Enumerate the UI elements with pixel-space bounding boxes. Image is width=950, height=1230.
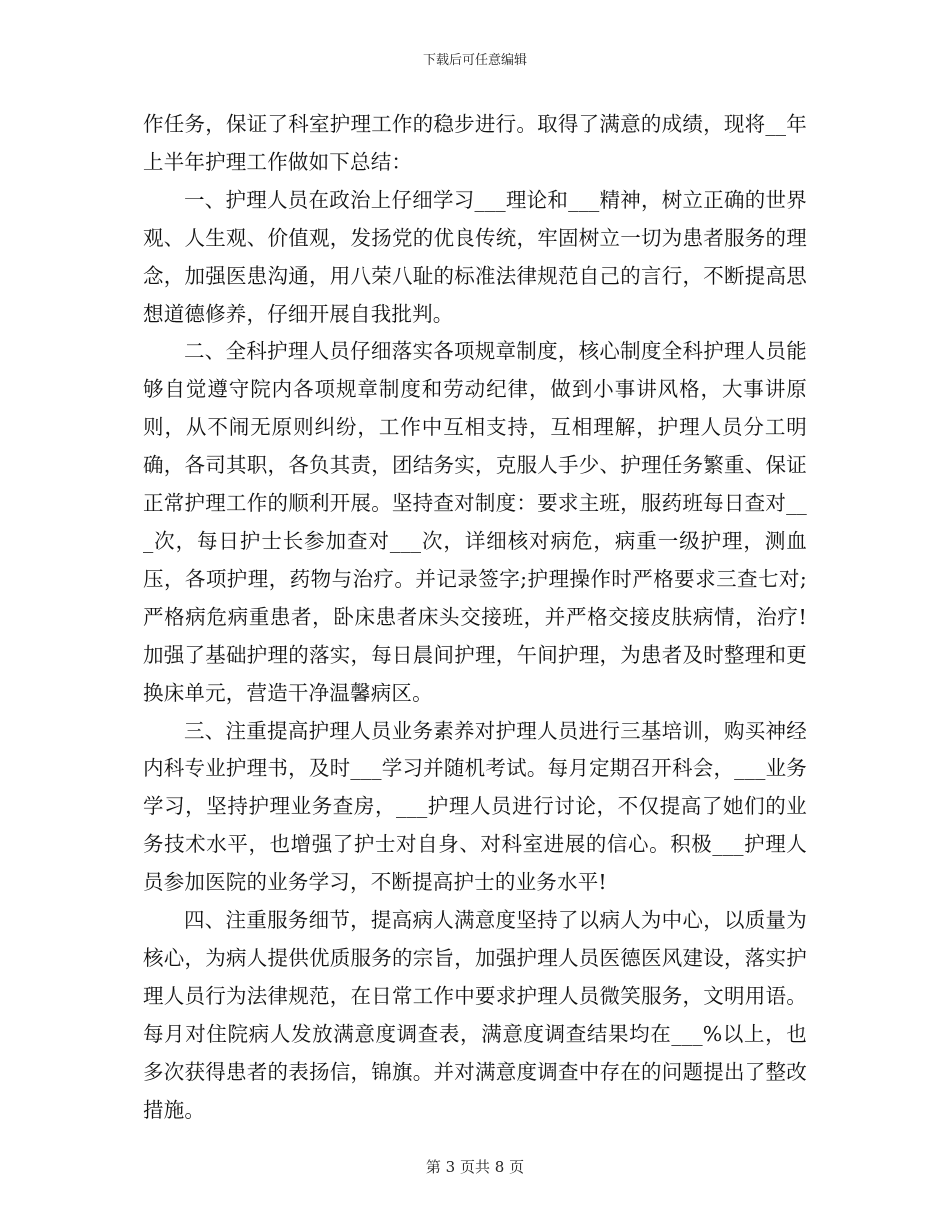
paragraph-section-2: 二、全科护理人员仔细落实各项规章制度，核心制度全科护理人员能够自觉遵守院内各项规章制度和劳动纪律，做到小事讲风格，大事讲原则，从不闹无原则纠纷，工作中互相支持，互相理解，护理人员分工明确，各司其职，各负其责，团结务实，克服人手少、护理任务繁重、保证正常护理工作的顺利开展。坚持查对制度：要求主班，服药班每日查对___次，每日护士长参加查对___次，详细核对病危，病重一级护理，测血压，各项护理，药物与治疗。并记录签字;护理操作时严格要求三查七对;严格病危病重患者，卧床患者床头交接班，并严格交接皮肤病情，治疗!加强了基础护理的落实，每日晨间护理，午间护理，为患者及时整理和更换床单元，营造干净温馨病区。: [143, 339, 807, 705]
page-header: 下载后可任意编辑: [422, 53, 527, 68]
paragraph-continuation: 作任务，保证了科室护理工作的稳步进行。取得了满意的成绩，现将__年上半年护理工作做如下总结：: [143, 112, 807, 174]
paragraph-section-4: 四、注重服务细节，提高病人满意度坚持了以病人为中心，以质量为核心，为病人提供优质服务的宗旨，加强护理人员医德医风建设，落实护理人员行为法律规范，在日常工作中要求护理人员微笑服务，文明用语。每月对住院病人发放满意度调查表，满意度调查结果均在___%以上，也多次获得患者的表扬信，锦旗。并对满意度调查中存在的问题提出了整改措施。: [143, 908, 807, 1122]
paragraph-section-1: 一、护理人员在政治上仔细学习___理论和___精神，树立正确的世界观、人生观、价值观，发扬党的优良传统，牢固树立一切为患者服务的理念，加强医患沟通，用八荣八耻的标准法律规范自己的言行，不断提高思想道德修养，仔细开展自我批判。: [143, 187, 807, 326]
paragraph-section-3: 三、注重提高护理人员业务素养对护理人员进行三基培训，购买神经内科专业护理书，及时___学习并随机考试。每月定期召开科会，___业务学习，坚持护理业务查房，___护理人员进行讨论，不仅提高了她们的业务技术水平，也增强了护士对自身、对科室进展的信心。积极___护理人员参加医院的业务学习，不断提高护士的业务水平!: [143, 718, 807, 895]
document-body: [143, 106, 807, 1129]
page-number: 第 3 页共 8 页: [425, 1158, 525, 1176]
